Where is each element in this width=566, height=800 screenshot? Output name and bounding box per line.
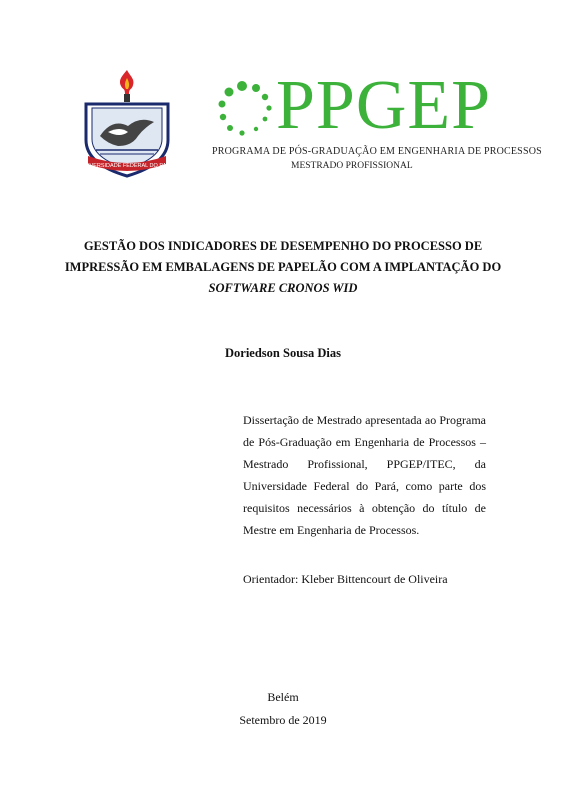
- dissertation-description: Dissertação de Mestrado apresentada ao Programa de Pós-Graduação em Engenharia de Processos – Mestrado Profissional, PPGEP/ITEC, da Universidade Federal do Pará, como parte dos requisitos necessários à obtenção do título de Mestre em Engenharia de Processos.: [243, 413, 486, 537]
- svg-text:UNIVERSIDADE FEDERAL DO PARÁ: UNIVERSIDADE FEDERAL DO PARÁ: [80, 163, 174, 169]
- ppgep-program-name: PROGRAMA DE PÓS-GRADUAÇÃO EM ENGENHARIA DE PROCESSOS: [212, 146, 542, 157]
- author-name: Doriedson Sousa Dias: [225, 346, 341, 360]
- ppgep-dots-icon: [212, 78, 278, 142]
- advisor-name: Orientador: Kleber Bittencourt de Oliveira: [243, 572, 448, 586]
- ppgep-subtitle: MESTRADO PROFISSIONAL: [291, 161, 413, 171]
- city: Belém: [267, 690, 299, 704]
- title-line-1: GESTÃO DOS INDICADORES DE DESEMPENHO DO PROCESSO DE: [83, 239, 483, 253]
- ppgep-wordmark: PPGEP: [276, 67, 492, 144]
- dissertation-title: [60, 236, 506, 299]
- date: Setembro de 2019: [239, 713, 327, 727]
- title-line-3: SOFTWARE CRONOS WID: [208, 281, 358, 295]
- title-line-2: IMPRESSÃO EM EMBALAGENS DE PAPELÃO COM A IMPLANTAÇÃO DO: [64, 260, 502, 274]
- ufpa-seal-logo: [78, 66, 176, 182]
- ppgep-logo: [212, 67, 542, 176]
